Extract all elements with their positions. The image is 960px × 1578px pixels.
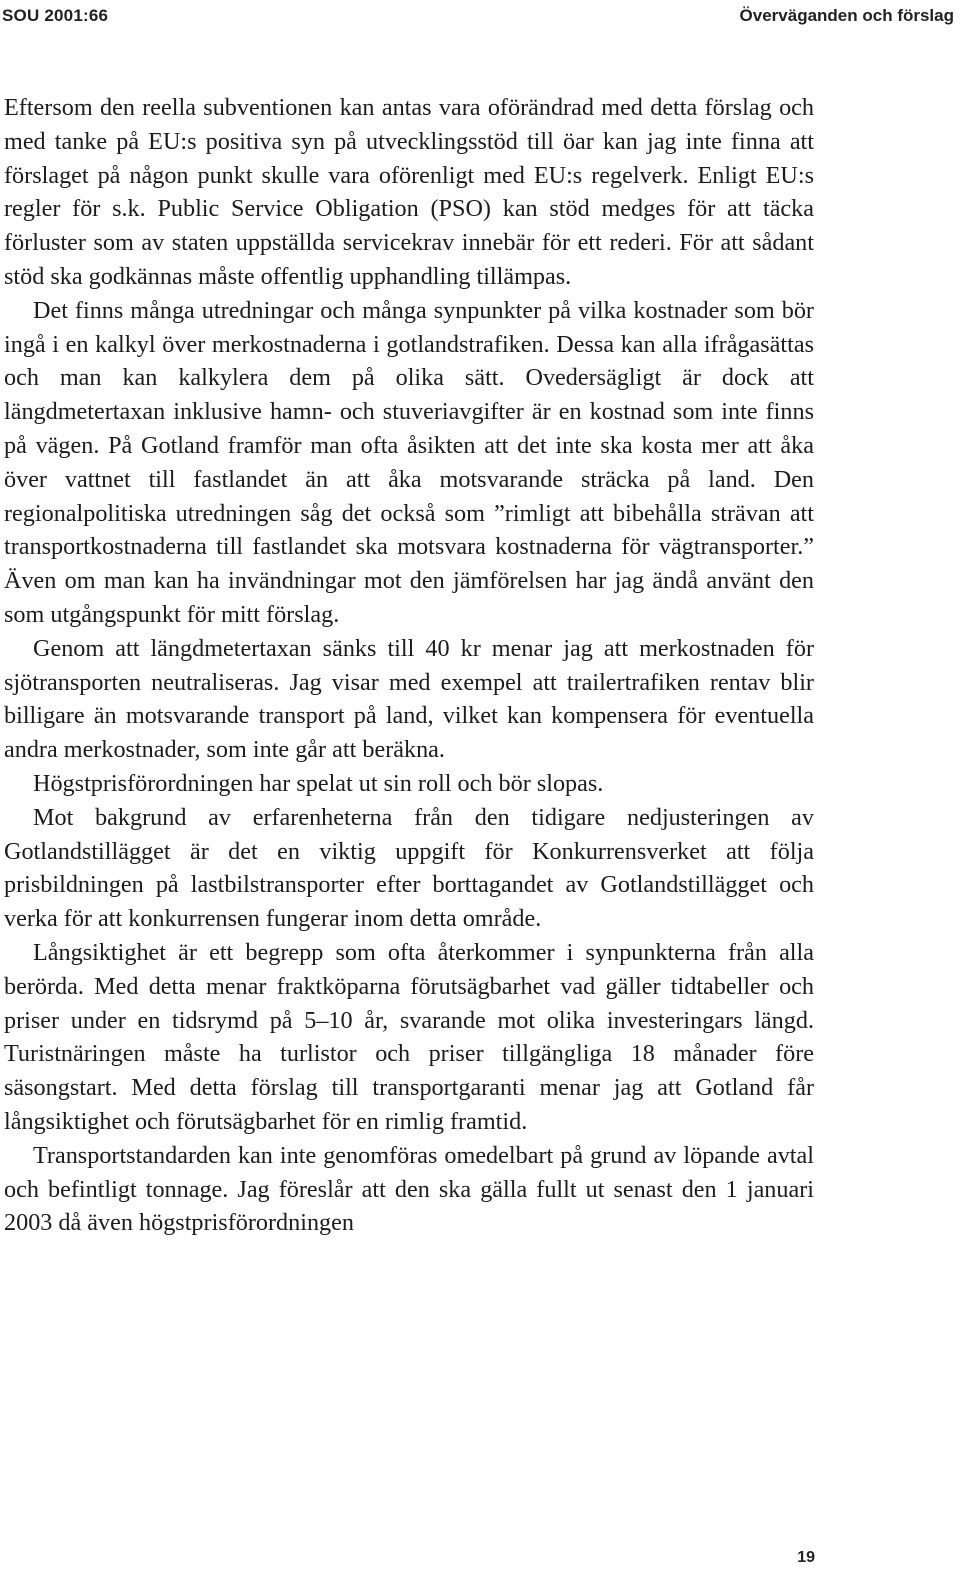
paragraph: Eftersom den reella subventionen kan antas vara oförändrad med detta förslag och med tanke på EU:s positiva syn på utvecklingsstöd till öar kan jag inte finna att förslaget på någon punkt skulle vara oförenligt med EU:s regelverk. Enligt EU:s regler för s.k. Public Service Obligation (PSO) kan stöd medges för att täcka förluster som av staten uppställda servicekrav innebär för ett rederi. För att sådant stöd ska godkännas måste offentlig upphandling tillämpas. — [4, 94, 814, 290]
paragraph: Mot bakgrund av erfarenheterna från den tidigare nedjusteringen av Gotlandstillägget är det en viktig uppgift för Konkurrensverket att följa prisbildningen på lastbilstransporter efter borttagandet av Gotlandstillägget och verka för att konkurrensen fungerar inom detta område. — [4, 803, 814, 933]
paragraph: Långsiktighet är ett begrepp som ofta återkommer i synpunkterna från alla berörda. Med detta menar fraktköparna förutsägbarhet vad gäller tidtabeller och priser under en tidsrymd på 5–10 år, svarande mot olika investeringars längd. Turistnäringen måste ha turlistor och priser tillgängliga 18 månader före säsongstart. Med detta förslag till transportgaranti menar jag att Gotland får långsiktighet och förutsägbarhet för en rimlig framtid. — [4, 938, 814, 1135]
paragraph: Genom att längdmetertaxan sänks till 40 kr menar jag att merkostnaden för sjötransporten neutraliseras. Jag visar med exempel att trailertrafiken rentav blir billigare än motsvarande transport på land, vilket kan kompensera för eventuella andra merkostnader, som inte går att beräkna. — [4, 634, 814, 764]
page-number: 19 — [797, 1549, 815, 1566]
document-id: SOU 2001:66 — [2, 6, 109, 25]
body-text — [4, 91, 814, 1240]
paragraph: Högstprisförordningen har spelat ut sin roll och bör slopas. — [33, 769, 604, 797]
paragraph: Det finns många utredningar och många synpunkter på vilka kostnader som bör ingå i en kalkyl över merkostnaderna i gotlandstrafiken. Dessa kan alla ifrågasättas och man kan kalkylera dem på olika sätt. Ovedersägligt är dock att längdmetertaxan inklusive hamn- och stuveriavgifter är en kostnad som inte finns på vägen. På Gotland framför man ofta åsikten att det inte ska kosta mer att åka över vattnet till fastlandet än att åka motsvarande sträcka på land. Den regionalpolitiska utredningen såg det också som ”rimligt att bibehålla strävan att transportkostnaderna till fastlandet ska motsvara kostnaderna för vägtransporter.” Även om man kan ha invändningar mot den jämförelsen har jag ändå använt den som utgångspunkt för mitt förslag. — [4, 296, 814, 628]
paragraph: Transportstandarden kan inte genomföras omedelbart på grund av löpande avtal och befintligt tonnage. Jag föreslår att den ska gälla fullt ut senast den 1 januari 2003 då även högstprisförordningen — [4, 1141, 814, 1237]
page-header — [0, 0, 960, 30]
section-title: Överväganden och förslag — [739, 6, 954, 25]
